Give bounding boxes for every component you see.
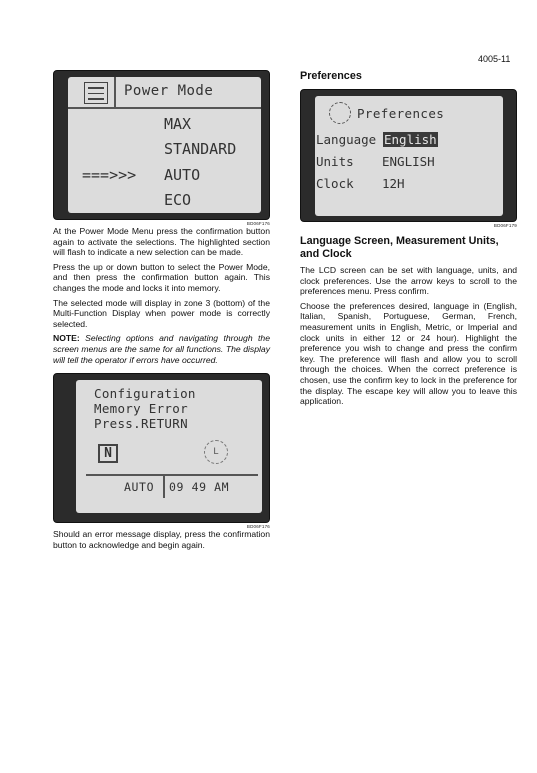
paragraph: Press the up or down button to select the Power Mode, and then press the confirmation button again. This changes the mode and locks it into memory.	[53, 261, 270, 293]
units-value: ENGLISH	[382, 154, 435, 169]
option-max: MAX	[164, 115, 192, 133]
preferences-title: Preferences	[357, 106, 445, 121]
time-status: 09 49 AM	[169, 480, 230, 495]
preferences-lcd-photo	[300, 89, 517, 222]
right-column	[300, 70, 517, 407]
paragraph: Should an error message display, press the confirmation button to acknowledge and begin again.	[53, 529, 270, 550]
menu-icon	[84, 82, 108, 104]
page-number: 4005-11	[478, 54, 511, 64]
language-label: Language	[316, 132, 377, 147]
figure-code: BD06F176	[246, 221, 270, 226]
power-mode-title: Power Mode	[124, 83, 214, 99]
error-line-3: Press.RETURN	[94, 416, 188, 432]
note-text: Selecting options and navigating through the screen menus are the same for all functions. The display will tell the operator if errors have occurred.	[53, 333, 270, 365]
language-value: English	[384, 132, 437, 147]
config-error-lcd-photo	[53, 373, 270, 523]
figure-code: BD06F179	[493, 223, 517, 228]
left-column	[53, 70, 270, 550]
paragraph: The LCD screen can be set with language, units, and clock preferences. Use the arrow keys to scroll to the preferences menu. Press confirm.	[300, 265, 517, 297]
gear-indicator: N	[98, 444, 118, 463]
option-standard: STANDARD	[164, 140, 237, 158]
settings-gear-icon	[329, 102, 351, 124]
note	[53, 333, 270, 365]
note-label: NOTE:	[53, 333, 80, 344]
units-label: Units	[316, 154, 354, 169]
section-heading: Preferences	[300, 70, 362, 82]
error-line-1: Configuration	[94, 386, 196, 402]
selection-arrow: ===>>>	[82, 166, 137, 184]
section-heading: Language Screen, Measurement Units, and Clock	[300, 235, 499, 260]
clock-label: Clock	[316, 176, 354, 191]
option-eco: ECO	[164, 191, 192, 209]
paragraph: At the Power Mode Menu press the confirmation button again to activate the selections. The highlighted section will flash to indicate a new selection can be made.	[53, 226, 270, 258]
preferences-screen	[315, 96, 503, 216]
clock-value: 12H	[382, 176, 405, 191]
config-error-screen	[76, 380, 262, 513]
gear-icon: L	[204, 440, 228, 464]
power-mode-lcd-photo	[53, 70, 270, 220]
paragraph: Choose the preferences desired, language in (English, Italian, Spanish, Portuguese, German, French, measurement units in English, Metric, or Imperial and clock units in either 12 or 24 hour). Highlight the preference you wish to change and press the confirm key. The preference will flash and allow you to scroll through the choices. When the correct preference is chosen, use the confirm key to lock in the preference for the display. The escape key will allow you to leave this application.	[300, 300, 517, 407]
paragraph: The selected mode will display in zone 3 (bottom) of the Multi-Function Display when power mode is correctly selected.	[53, 297, 270, 329]
mode-status: AUTO	[124, 480, 155, 495]
error-line-2: Memory Error	[94, 401, 188, 417]
option-auto: AUTO	[164, 166, 201, 184]
figure-code: BD06F176	[246, 524, 270, 530]
power-mode-screen	[68, 77, 261, 213]
